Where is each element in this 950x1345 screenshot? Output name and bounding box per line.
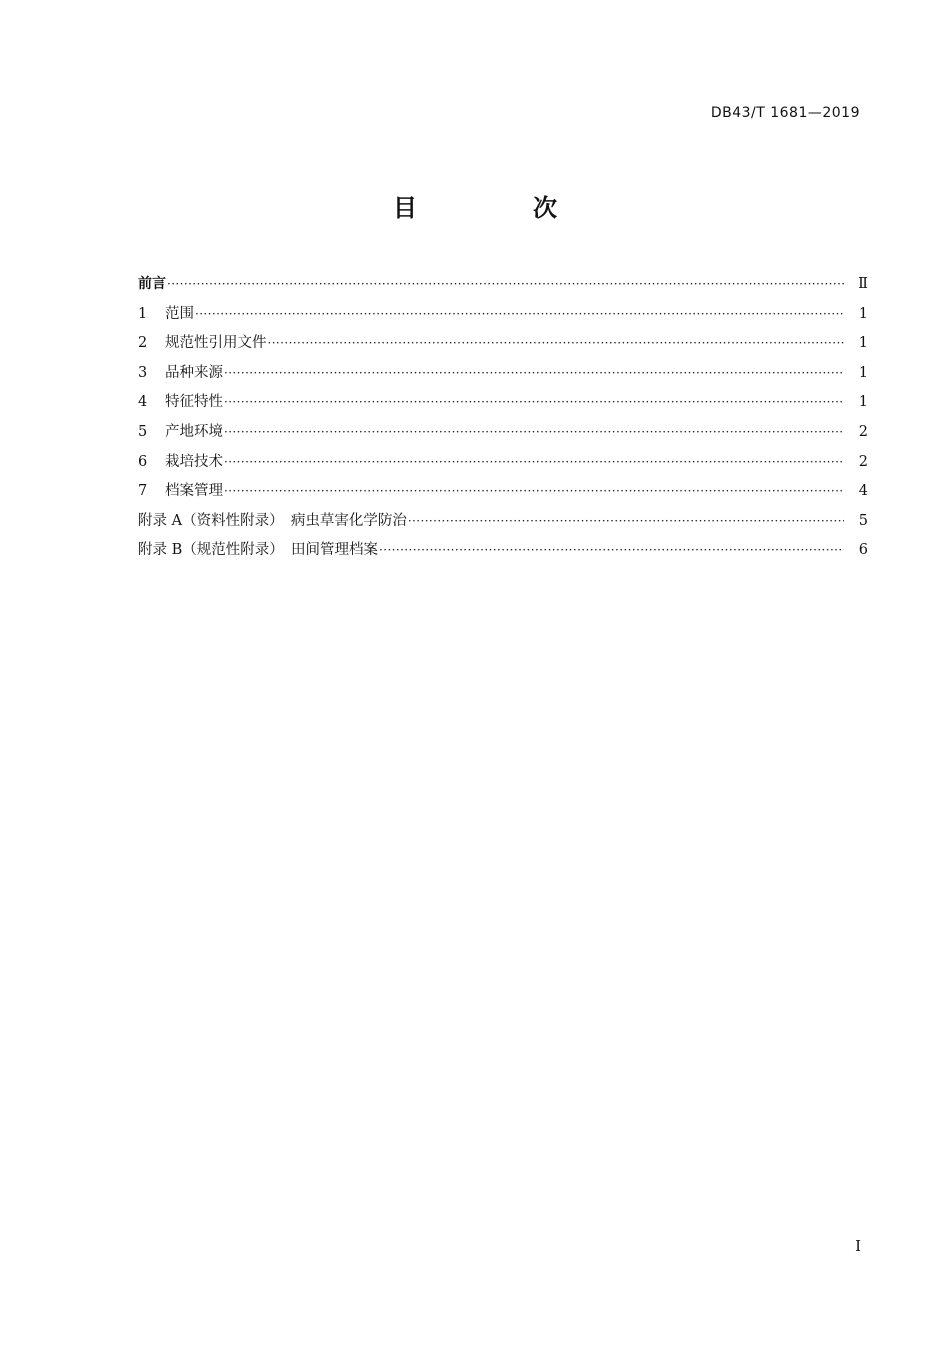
toc-entry-5[interactable] [138,418,868,448]
toc-leader-dots [224,448,844,478]
toc-leader-dots [224,418,844,448]
toc-entry-number: 5 [138,423,148,440]
toc-entry-number: 3 [138,364,148,381]
page-number: I [855,1237,861,1255]
toc-entry-number: 1 [138,305,148,322]
toc-entry-label: 栽培技术 [165,453,223,470]
toc-entry-page: 1 [858,364,868,381]
toc-entry-page: 4 [858,483,868,500]
toc-entry-appendix-b[interactable] [138,536,868,566]
toc-entry-label: 品种来源 [165,364,223,381]
toc-entry-7[interactable] [138,477,868,507]
toc-leader-dots [268,329,845,359]
toc-entry-1[interactable] [138,300,868,330]
toc-entry-label: 产地环境 [165,423,223,440]
table-of-contents [138,270,868,566]
toc-entry-number: 4 [138,394,148,411]
toc-entry-page: 6 [858,542,868,559]
toc-leader-dots [379,536,844,566]
toc-entry-4[interactable] [138,388,868,418]
toc-entry-page: 2 [858,423,868,440]
toc-entry-label: 档案管理 [165,483,223,500]
toc-entry-2[interactable] [138,329,868,359]
toc-leader-dots [224,388,844,418]
toc-entry-number: 7 [138,483,148,500]
toc-entry-label: 附录 A（资料性附录） 病虫草害化学防治 [138,512,407,529]
toc-entry-page: 1 [858,394,868,411]
toc-leader-dots [167,270,844,300]
toc-entry-number: 6 [138,453,148,470]
toc-entry-foreword[interactable] [138,270,868,300]
toc-leader-dots [224,359,844,389]
toc-entry-label: 前言 [138,276,166,292]
toc-entry-page: 5 [858,512,868,529]
toc-leader-dots [408,507,844,537]
toc-entry-page: 1 [858,305,868,322]
standard-code: DB43/T 1681—2019 [710,105,860,121]
toc-entry-label: 规范性引用文件 [165,335,267,352]
toc-leader-dots [224,477,844,507]
toc-entry-page: 2 [858,453,868,470]
toc-leader-dots [195,300,844,330]
toc-entry-3[interactable] [138,359,868,389]
toc-entry-appendix-a[interactable] [138,507,868,537]
toc-entry-label: 特征特性 [165,394,223,411]
page-title: 目 次 [393,194,603,222]
toc-entry-page: 1 [858,335,868,352]
toc-entry-6[interactable] [138,448,868,478]
toc-entry-label: 附录 B（规范性附录） 田间管理档案 [138,542,379,559]
toc-entry-page: Ⅱ [858,276,868,292]
toc-entry-number: 2 [138,335,148,352]
toc-entry-label: 范围 [165,305,194,322]
